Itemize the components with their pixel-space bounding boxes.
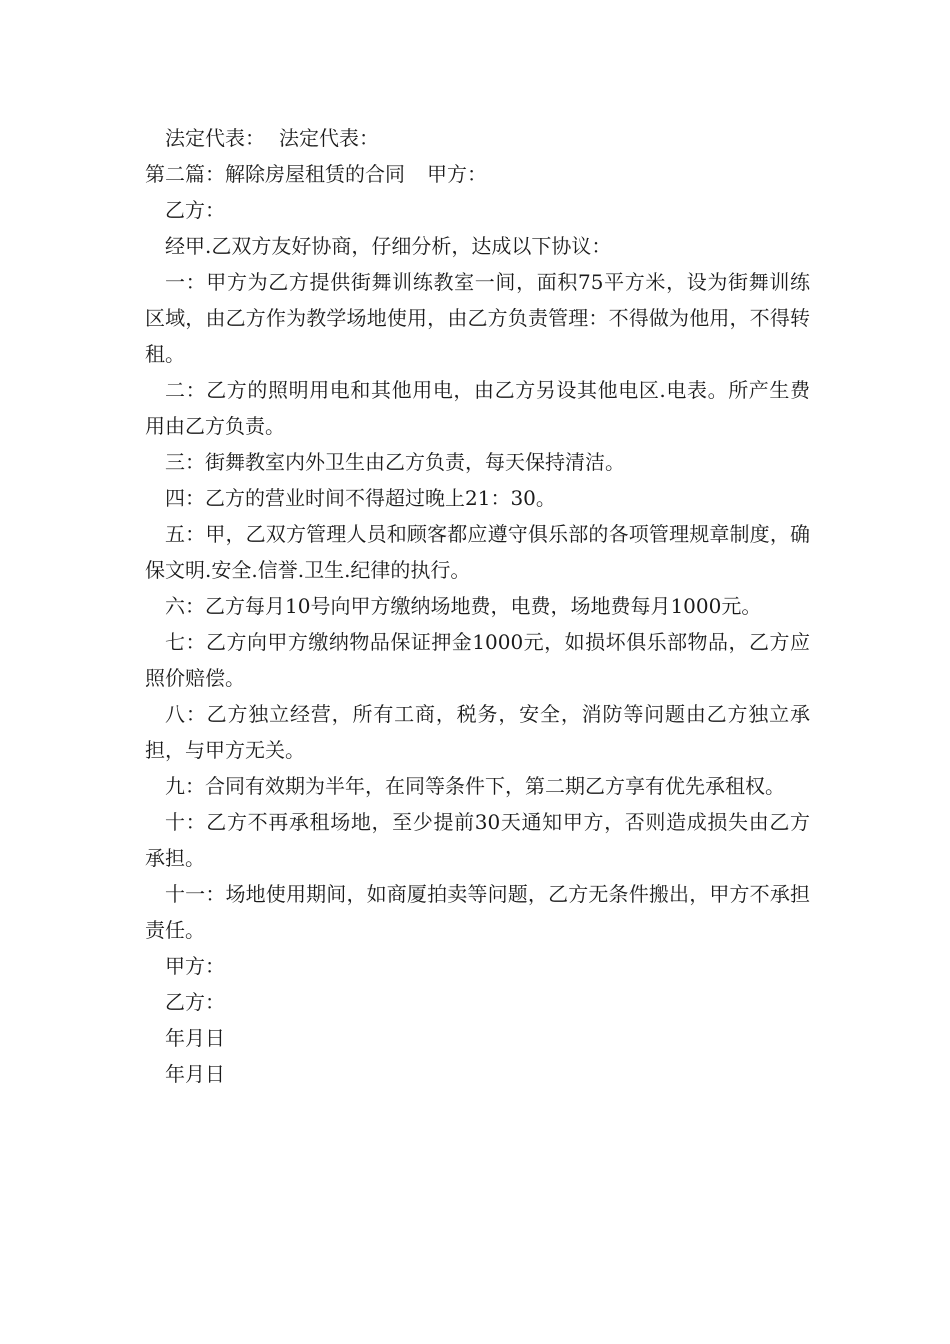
clause-8: 八：乙方独立经营，所有工商，税务，安全，消防等问题由乙方独立承担，与甲方无关。 [145, 702, 810, 762]
clause-7: 七：乙方向甲方缴纳物品保证押金1000元，如损坏俱乐部物品，乙方应照价赔偿。 [145, 630, 810, 690]
clause-11: 十一：场地使用期间，如商厦拍卖等问题，乙方无条件搬出，甲方不承担责任。 [145, 882, 810, 942]
document-body [145, 120, 810, 1092]
clause-1: 一：甲方为乙方提供街舞训练教室一间，面积75平方米，设为街舞训练区域，由乙方作为教学场地使用，由乙方负责管理：不得做为他用，不得转租。 [145, 270, 810, 366]
signature-party-b: 乙方： [165, 990, 225, 1014]
clause-6: 六：乙方每月10号向甲方缴纳场地费，电费，场地费每月1000元。 [165, 594, 762, 618]
clause-9: 九：合同有效期为半年，在同等条件下，第二期乙方享有优先承租权。 [165, 774, 785, 798]
signature-date-a: 年月日 [165, 1026, 225, 1050]
clause-4: 四：乙方的营业时间不得超过晚上21：30。 [165, 486, 556, 510]
party-b-label: 乙方： [165, 198, 225, 222]
agreement-intro: 经甲.乙双方友好协商，仔细分析，达成以下协议： [165, 234, 612, 258]
party-a-label: 甲方： [427, 162, 487, 186]
legal-representative-a: 法定代表： [165, 126, 265, 150]
section-title-line [145, 156, 810, 192]
legal-representative-b: 法定代表： [279, 126, 379, 150]
clause-2: 二：乙方的照明用电和其他用电，由乙方另设其他电区.电表。所产生费用由乙方负责。 [145, 378, 810, 438]
clause-3: 三：街舞教室内外卫生由乙方负责，每天保持清洁。 [165, 450, 625, 474]
signature-party-a: 甲方： [165, 954, 225, 978]
clause-5: 五：甲，乙双方管理人员和顾客都应遵守俱乐部的各项管理规章制度，确保文明.安全.信誉.卫生.纪律的执行。 [145, 522, 810, 582]
legal-representative-line [145, 120, 810, 156]
clause-10: 十：乙方不再承租场地，至少提前30天通知甲方，否则造成损失由乙方承担。 [145, 810, 810, 870]
section-title: 第二篇：解除房屋租赁的合同 [145, 162, 405, 186]
signature-date-b: 年月日 [165, 1062, 225, 1086]
